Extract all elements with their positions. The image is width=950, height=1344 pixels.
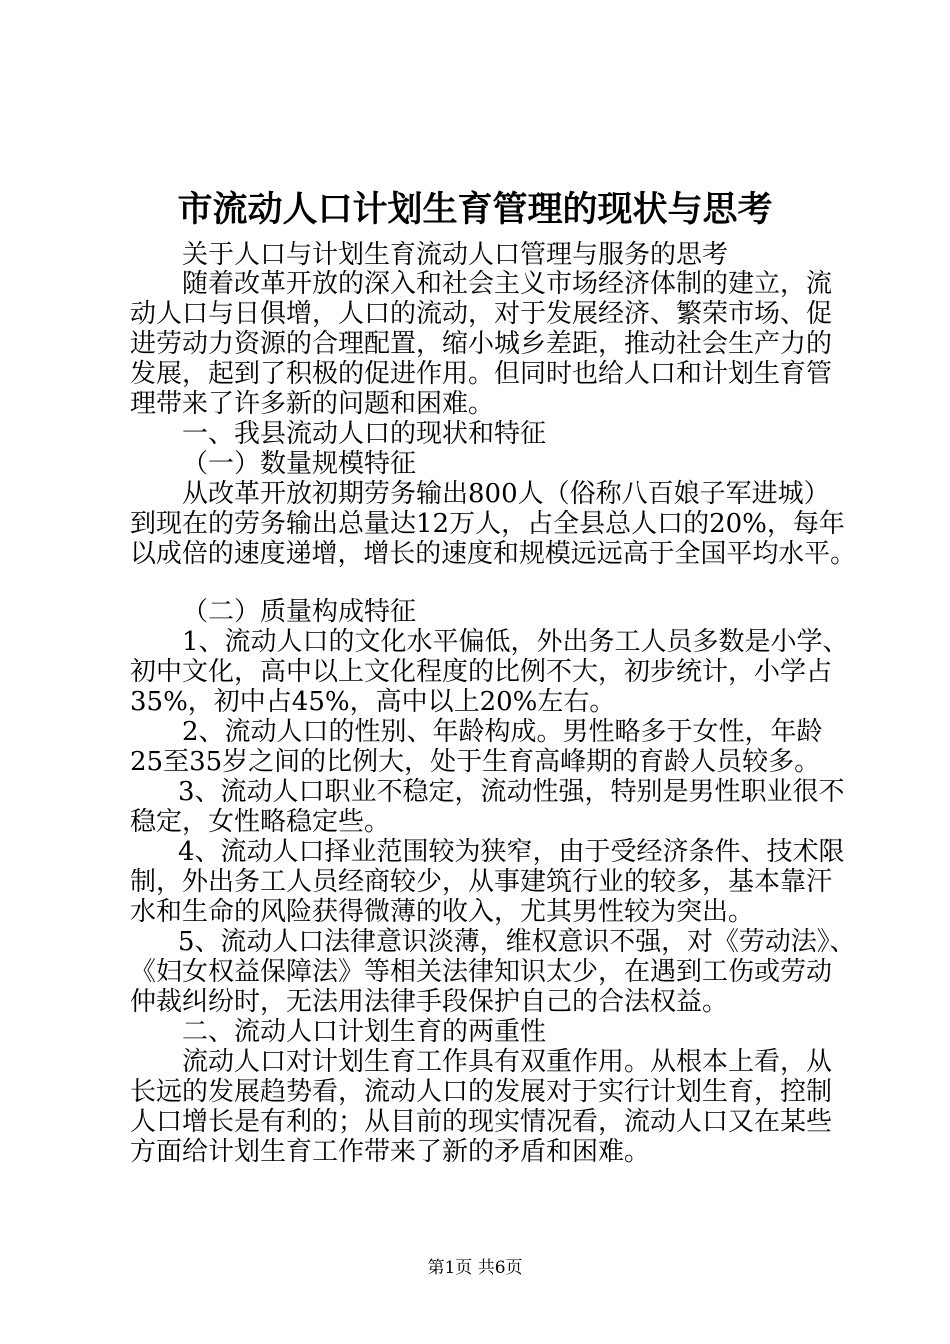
paragraph-line: 初中文化，高中以上文化程度的比例不大，初步统计，小学占 [130, 657, 833, 687]
subtitle-line: 关于人口与计划生育流动人口管理与服务的思考 [182, 240, 729, 270]
paragraph-line: 25至35岁之间的比例大，处于生育高峰期的育龄人员较多。 [130, 747, 821, 777]
paragraph-line: 制，外出务工人员经商较少，从事建筑行业的较多，基本靠汗 [130, 867, 833, 897]
paragraph-line: 长远的发展趋势看，流动人口的发展对于实行计划生育，控制 [130, 1077, 833, 1107]
paragraph-line: 4、流动人口择业范围较为狭窄，由于受经济条件、技术限 [178, 837, 845, 867]
paragraph-line: 到现在的劳务输出总量达12万人，占全县总人口的20%，每年 [130, 509, 845, 539]
paragraph-line: 动人口与日俱增，人口的流动，对于发展经济、繁荣市场、促 [130, 299, 833, 329]
paragraph-line: 3、流动人口职业不稳定，流动性强，特别是男性职业很不 [178, 777, 845, 807]
paragraph-line: 从改革开放初期劳务输出800人（俗称八百娘子军进城） [182, 479, 830, 509]
paragraph-line: 仲裁纠纷时，无法用法律手段保护自己的合法权益。 [130, 987, 729, 1017]
paragraph-line: 稳定，女性略稳定些。 [130, 807, 391, 837]
paragraph-line: 发展，起到了积极的促进作用。但同时也给人口和计划生育管 [130, 359, 833, 389]
document-title: 市流动人口计划生育管理的现状与思考 [177, 189, 773, 230]
paragraph-line: 理带来了许多新的问题和困难。 [130, 389, 495, 419]
paragraph-line: 随着改革开放的深入和社会主义市场经济体制的建立，流 [182, 269, 833, 299]
page-number-footer: 第1页 共6页 [427, 1258, 523, 1278]
paragraph-line: 人口增长是有利的；从目前的现实情况看，流动人口又在某些 [130, 1107, 833, 1137]
paragraph-line: 1、流动人口的文化水平偏低，外出务工人员多数是小学、 [182, 627, 849, 657]
section-heading: 一、我县流动人口的现状和特征 [182, 419, 547, 449]
paragraph-line: 以成倍的速度递增，增长的速度和规模远远高于全国平均水平。 [130, 539, 857, 569]
paragraph-line: 方面给计划生育工作带来了新的矛盾和困难。 [130, 1137, 651, 1167]
paragraph-line: 35%，初中占45%，高中以上20%左右。 [130, 687, 616, 717]
subsection-heading: （一）数量规模特征 [182, 449, 417, 479]
section-heading: 二、流动人口计划生育的两重性 [182, 1017, 547, 1047]
paragraph-line: 水和生命的风险获得微薄的收入，尤其男性较为突出。 [130, 897, 755, 927]
paragraph-line: 2、流动人口的性别、年龄构成。男性略多于女性，年龄 [182, 717, 823, 747]
paragraph-line: 《妇女权益保障法》等相关法律知识太少，在遇到工伤或劳动 [130, 957, 833, 987]
subsection-heading: （二）质量构成特征 [182, 597, 417, 627]
paragraph-line: 5、流动人口法律意识淡薄，维权意识不强，对《劳动法》、 [178, 927, 856, 957]
paragraph-line: 进劳动力资源的合理配置，缩小城乡差距，推动社会生产力的 [130, 329, 833, 359]
paragraph-line: 流动人口对计划生育工作具有双重作用。从根本上看，从 [182, 1047, 833, 1077]
